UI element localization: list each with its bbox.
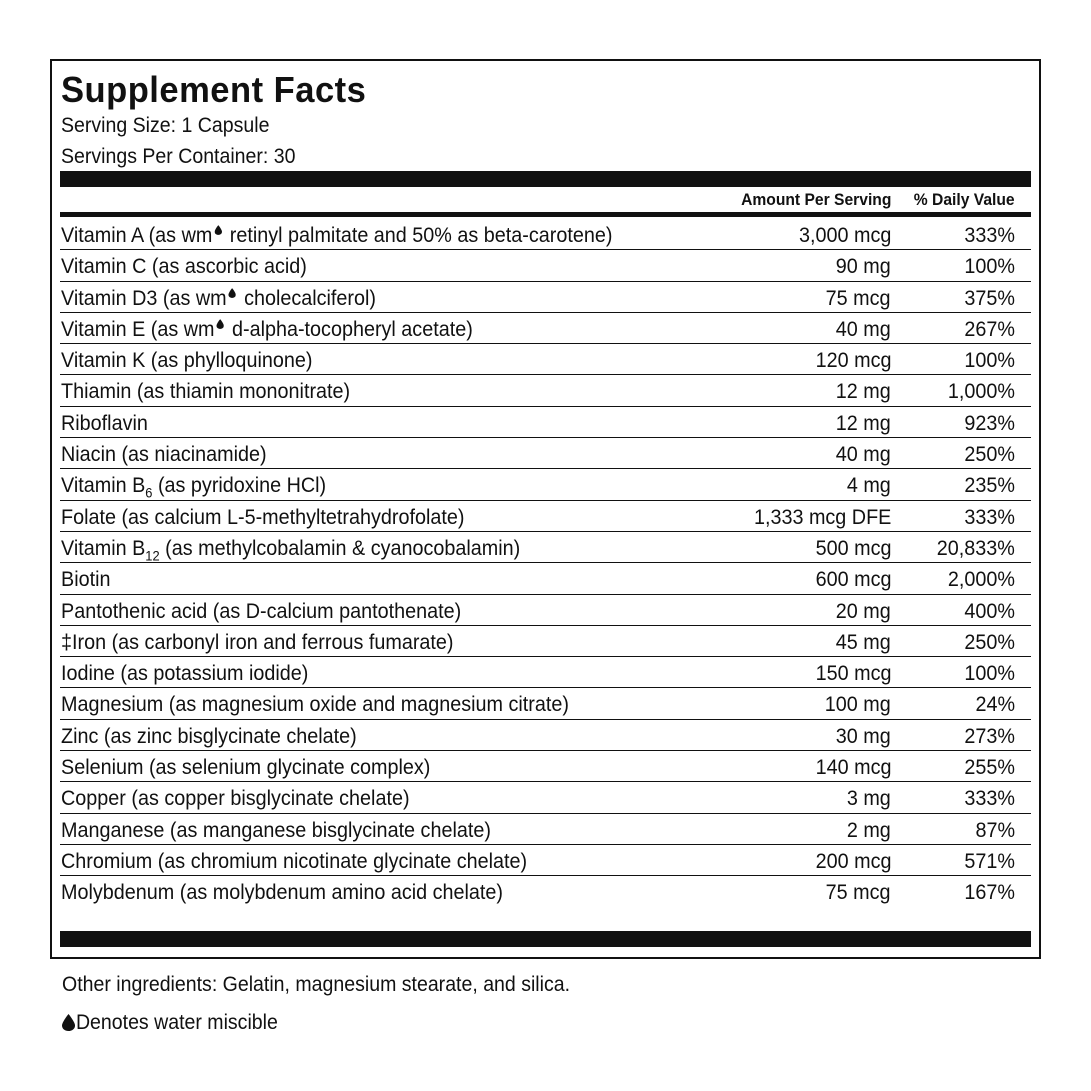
nutrient-name	[61, 473, 326, 500]
amount-per-serving: 12 mg	[836, 379, 891, 404]
nutrient-name	[61, 755, 430, 780]
table-row	[60, 250, 1031, 281]
serving-size: Serving Size: 1 Capsule	[61, 114, 270, 137]
water-drop-icon	[216, 319, 223, 329]
nutrient-name	[61, 661, 308, 686]
nutrient-table	[60, 219, 1031, 908]
table-row	[60, 282, 1031, 313]
table-row	[60, 469, 1031, 500]
table-row	[60, 876, 1031, 907]
nutrient-name-text: cholecalciferol)	[238, 285, 376, 310]
amount-per-serving: 30 mg	[836, 723, 891, 748]
table-row	[60, 407, 1031, 438]
amount-per-serving: 3,000 mcg	[798, 223, 891, 247]
nutrient-name-text: (as methylcobalamin & cyanocobalamin)	[159, 535, 521, 560]
nutrient-name	[61, 442, 267, 467]
table-row	[60, 657, 1031, 688]
daily-value: 100%	[964, 661, 1015, 686]
nutrient-name-text: Zinc (as zinc bisglycinate chelate)	[61, 723, 357, 748]
daily-value: 375%	[964, 285, 1015, 310]
nutrient-name-text: Biotin	[61, 567, 111, 592]
table-row	[60, 532, 1031, 563]
amount-per-serving: 4 mg	[847, 473, 891, 498]
table-row	[60, 313, 1031, 344]
table-row	[60, 595, 1031, 626]
daily-value-header: % Daily Value	[914, 190, 1015, 209]
amount-per-serving: 500 mcg	[815, 535, 891, 560]
amount-per-serving: 12 mg	[836, 410, 891, 435]
table-row	[60, 626, 1031, 657]
table-row	[60, 438, 1031, 469]
daily-value: 255%	[964, 755, 1015, 780]
amount-per-serving: 100 mg	[825, 692, 891, 717]
daily-value: 400%	[964, 598, 1015, 623]
table-row	[60, 720, 1031, 751]
table-row	[60, 782, 1031, 813]
daily-value: 235%	[964, 473, 1015, 498]
daily-value: 100%	[964, 348, 1015, 373]
table-row	[60, 845, 1031, 876]
table-row	[60, 344, 1031, 375]
daily-value: 2,000%	[947, 567, 1015, 592]
nutrient-name-text: Thiamin (as thiamin mononitrate)	[61, 379, 351, 404]
amount-per-serving: 2 mg	[847, 817, 891, 842]
nutrient-name-text: Vitamin B	[61, 473, 146, 498]
nutrient-name-text: retinyl palmitate and 50% as beta-carotene)	[224, 223, 613, 247]
daily-value: 267%	[964, 316, 1015, 341]
nutrient-name	[61, 818, 491, 843]
nutrient-name-text: Copper (as copper bisglycinate chelate)	[61, 786, 410, 811]
daily-value: 20,833%	[936, 535, 1015, 560]
amount-per-serving: 1,333 mcg DFE	[753, 504, 891, 529]
water-miscible-text: Denotes water miscible	[75, 1011, 278, 1034]
nutrient-name-text: (as pyridoxine HCl)	[152, 473, 327, 498]
table-row	[60, 375, 1031, 406]
water-miscible-note	[62, 1011, 278, 1035]
nutrient-name	[61, 286, 376, 311]
water-drop-icon	[62, 1014, 75, 1031]
nutrient-name-text: Vitamin C (as ascorbic acid)	[61, 254, 307, 279]
nutrient-name	[61, 536, 520, 563]
amount-per-serving: 90 mg	[836, 254, 891, 279]
nutrient-name-text: Riboflavin	[61, 410, 148, 435]
nutrient-name-text: Folate (as calcium L-5-methyltetrahydrofolate)	[61, 504, 465, 529]
amount-per-serving: 75 mcg	[826, 880, 891, 905]
nutrient-name-text: Pantothenic acid (as D-calcium pantothenate)	[61, 598, 462, 623]
nutrient-name-text: Manganese (as manganese bisglycinate chelate)	[61, 817, 491, 842]
nutrient-name	[61, 411, 148, 436]
nutrient-name	[61, 630, 453, 655]
daily-value: 167%	[964, 880, 1015, 905]
daily-value: 923%	[964, 410, 1015, 435]
thick-divider-bottom	[60, 931, 1031, 947]
amount-per-serving: 75 mcg	[826, 285, 891, 310]
vitamin-subscript: 12	[145, 547, 160, 564]
servings-per-container: Servings Per Container: 30	[61, 145, 296, 168]
amount-per-serving: 20 mg	[836, 598, 891, 623]
nutrient-name	[61, 692, 569, 717]
amount-per-serving: 45 mg	[836, 629, 891, 654]
nutrient-name-text: Chromium (as chromium nicotinate glycinate chelate)	[61, 848, 528, 873]
water-drop-icon	[228, 288, 235, 298]
daily-value: 1,000%	[947, 379, 1015, 404]
table-row	[60, 751, 1031, 782]
daily-value: 333%	[964, 223, 1015, 247]
daily-value: 250%	[964, 442, 1015, 467]
nutrient-name	[61, 223, 612, 248]
amount-per-serving: 40 mg	[836, 442, 891, 467]
nutrient-name-text: d-alpha-tocopheryl acetate)	[226, 316, 473, 341]
nutrient-name	[61, 317, 473, 342]
daily-value: 100%	[964, 254, 1015, 279]
nutrient-name-text: Vitamin A (as wm	[61, 223, 213, 247]
thick-divider-top	[60, 171, 1031, 187]
nutrient-name	[61, 379, 350, 404]
vitamin-subscript: 6	[145, 484, 153, 501]
table-row	[60, 219, 1031, 250]
nutrient-name-text: Iodine (as potassium iodide)	[61, 661, 309, 686]
daily-value: 250%	[964, 629, 1015, 654]
daily-value: 571%	[964, 848, 1015, 873]
daily-value: 87%	[975, 817, 1015, 842]
daily-value: 333%	[964, 786, 1015, 811]
table-row	[60, 688, 1031, 719]
nutrient-name	[61, 786, 410, 811]
nutrient-name-text: Niacin (as niacinamide)	[61, 442, 267, 467]
nutrient-name	[61, 254, 307, 279]
nutrient-name-text: Vitamin E (as wm	[61, 316, 215, 341]
nutrient-name-text: Magnesium (as magnesium oxide and magnesium citrate)	[61, 692, 569, 717]
amount-per-serving: 40 mg	[836, 316, 891, 341]
daily-value: 24%	[975, 692, 1015, 717]
table-row	[60, 814, 1031, 845]
nutrient-name	[61, 724, 357, 749]
amount-per-serving: 600 mcg	[815, 567, 891, 592]
table-row	[60, 563, 1031, 594]
amount-per-serving: 140 mcg	[815, 755, 891, 780]
nutrient-name	[61, 849, 527, 874]
daily-value: 333%	[964, 504, 1015, 529]
nutrient-name-text: Selenium (as selenium glycinate complex)	[61, 755, 431, 780]
nutrient-name	[61, 505, 464, 530]
daily-value: 273%	[964, 723, 1015, 748]
nutrient-name-text: Molybdenum (as molybdenum amino acid chelate)	[61, 880, 503, 905]
amount-per-serving: 120 mcg	[815, 348, 891, 373]
amount-per-serving-header: Amount Per Serving	[740, 190, 891, 209]
amount-per-serving: 150 mcg	[815, 661, 891, 686]
supplement-facts-panel	[50, 59, 1041, 959]
nutrient-name-text: ‡Iron (as carbonyl iron and ferrous fumarate)	[61, 629, 454, 654]
water-drop-icon	[214, 225, 221, 235]
panel-title: Supplement Facts	[61, 69, 367, 110]
nutrient-name	[61, 599, 461, 624]
other-ingredients: Other ingredients: Gelatin, magnesium stearate, and silica.	[62, 973, 571, 996]
nutrient-name-text: Vitamin D3 (as wm	[61, 285, 227, 310]
amount-per-serving: 3 mg	[847, 786, 891, 811]
nutrient-name	[61, 880, 503, 905]
table-row	[60, 501, 1031, 532]
nutrient-name	[61, 348, 312, 373]
nutrient-name	[61, 567, 110, 592]
header-divider	[60, 212, 1031, 217]
nutrient-name-text: Vitamin B	[61, 535, 146, 560]
nutrient-name-text: Vitamin K (as phylloquinone)	[61, 348, 313, 373]
amount-per-serving: 200 mcg	[815, 848, 891, 873]
